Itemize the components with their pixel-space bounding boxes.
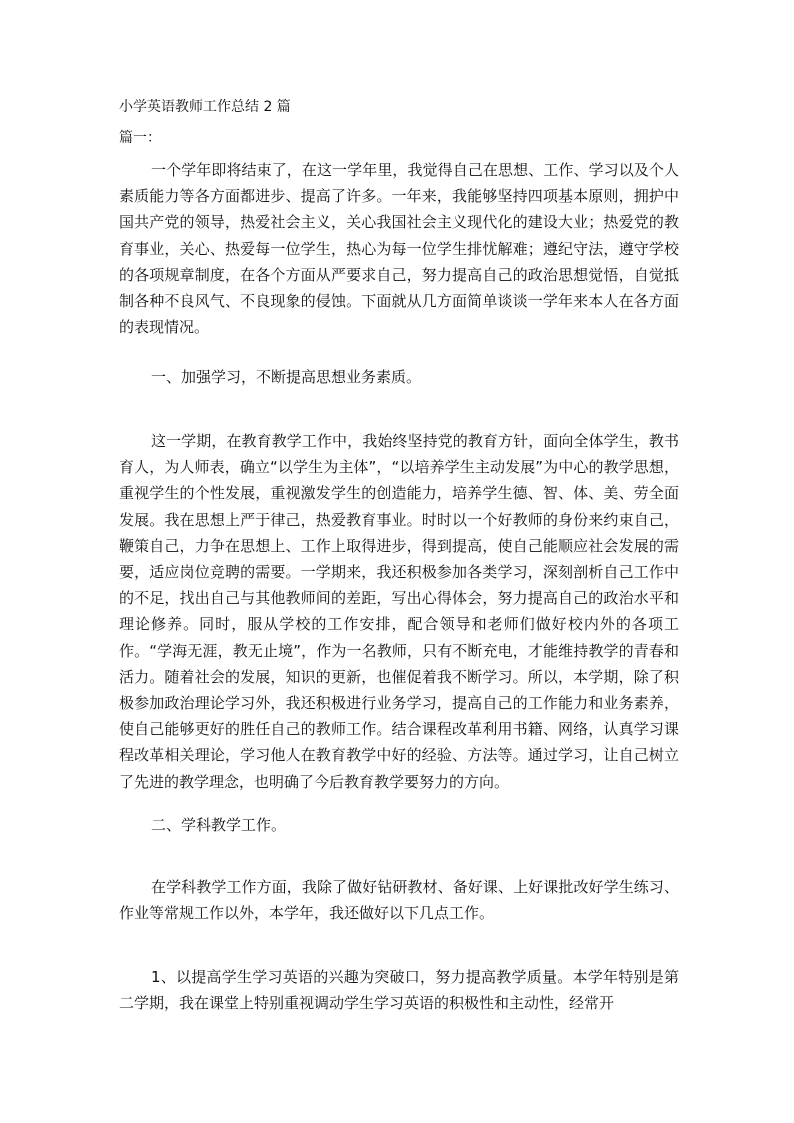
paragraph-item-1: 1、以提高学生学习英语的兴趣为突破口，努力提高教学质量。本学年特别是第二学期，我在课堂上特别重视调动学生学习英语的积极性和主动性，经常开 xyxy=(119,968,679,1013)
paragraph-intro: 一个学年即将结束了，在这一学年里，我觉得自己在思想、工作、学习以及个人素质能力等各方面都进步、提高了许多。一年来，我能够坚持四项基本原则，拥护中国共产党的领导，热爱社会主义，关心我国社会主义现代化的建设大业；热爱党的教育事业，关心、热爱每一位学生，热心为每一位学生排忧解难；遵纪守法，遵守学校的各项规章制度，在各个方面从严要求自己，努力提高自己的政治思想觉悟，自觉抵制各种不良风气、不良现象的侵蚀。下面就从几方面简单谈谈一学年来本人在各方面的表现情况。 xyxy=(119,161,679,337)
document-title: 小学英语教师工作总结 2 篇 xyxy=(119,99,291,115)
section-heading-1: 一、加强学习，不断提高思想业务素质。 xyxy=(151,368,422,386)
paragraph-study: 这一学期，在教育教学工作中，我始终坚持党的教育方针，面向全体学生，教书育人，为人师表，确立“以学生为主体”，“以培养学生主动发展”为中心的教学思想，重视学生的个性发展，重视激发学生的创造能力，培养学生德、智、体、美、劳全面发展。我在思想上严于律己，热爱教育事业。时时以一个好教师的身份来约束自己，鞭策自己，力争在思想上、工作上取得进步，得到提高，使自己能顺应社会发展的需要，适应岗位竞聘的需要。一学期来，我还积极参加各类学习，深刻剖析自己工作中的不足，找出自己与其他教师间的差距，写出心得体会，努力提高自己的政治水平和理论修养。同时，服从学校的工作安排，配合领导和老师们做好校内外的各项工作。“学海无涯，教无止境”，作为一名教师，只有不断充电，才能维持教学的青春和活力。随着社会的发展，知识的更新，也催促着我不断学习。所以，本学期，除了积极参加政治理论学习外，我还积极进行业务学习，提高自己的工作能力和业务素养，使自己能够更好的胜任自己的教师工作。结合课程改革利用书籍、网络，认真学习课程改革相关理论，学习他人在教育教学中好的经验、方法等。通过学习，让自己树立了先进的教学理念，也明确了今后教育教学要努力的方向。 xyxy=(119,432,679,791)
part-label: 篇一： xyxy=(119,130,161,146)
paragraph-teaching: 在学科教学工作方面，我除了做好钻研教材、备好课、上好课批改好学生练习、作业等常规工作以外，本学年，我还做好以下几点工作。 xyxy=(119,878,679,923)
section-heading-2: 二、学科教学工作。 xyxy=(151,816,287,834)
